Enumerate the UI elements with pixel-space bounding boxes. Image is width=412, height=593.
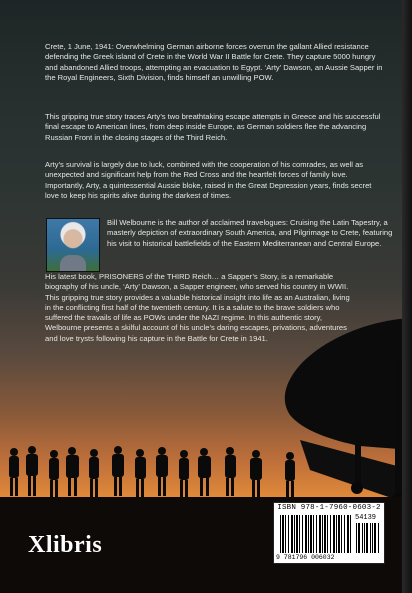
supplement-bars	[356, 523, 380, 553]
blurb-paragraph-3: Arty’s survival is largely due to luck, combined with the cooperation of his comrades, as well as unexpected and significant help from the Red Cross and the heartfelt forces of family love. Importantly, Arty, a quintessential Aussie bloke, raised in the Great Depression years, finds secret love to keep his spirits alive during the darkest of times.	[45, 160, 372, 200]
book-description: His latest book, PRISONERS of the THIRD Reich… a Sapper’s Story, is a remarkable biography of his uncle, ‘Arty’ Dawson, a Sapper engineer, who served his country in WWII. This gripping true story provides a valuable historical insight into life as an Australian, living in the conflicting first half of the twentieth century. It is a salute to the brave soldiers who suffered the travails of life as POWs under the NAZI regime. In this authentic story, Welbourne presents a skilful account of his uncle’s daring escapes, privations, adventures and love trysts following his capture in the Battle for Crete in 1941.	[45, 272, 350, 343]
isbn-label: ISBN 978-1-7960-0603-2	[277, 504, 381, 512]
ean-digits: 9 781796 006032	[276, 554, 335, 561]
barcode	[273, 502, 385, 564]
spine-edge	[402, 0, 412, 593]
blurb-paragraph-1: Crete, 1 June, 1941: Overwhelming German airborne forces overrun the gallant Allied resistance defending the Greek island of Crete in the World War II Battle for Crete. They capture 5000 hungry and abandoned Allied troops, attempting an evacuation to Egypt. ‘Arty’ Dawson, an Aussie Sapper in the Royal Engineers, Sixth Division, finds himself an unwilling POW.	[45, 42, 383, 82]
publisher-logo: Xlibris	[28, 532, 103, 558]
ean-bars	[280, 515, 352, 553]
price-code-label: 54139	[355, 514, 377, 522]
author-bio: Bill Welbourne is the author of acclaimed travelogues: Cruising the Latin Tapestry, a masterly depiction of extraordinary South America, and Pilgrimage to Crete, featuring his visit to historical battlefields of the Eastern Mediterranean and Central Europe.	[107, 218, 393, 248]
blurb-paragraph-2: This gripping true story traces Arty’s two breathtaking escape attempts in Greece and his successful final escape to American lines, from deep inside Europe, as German soldiers flee the advancing Russian Front in the closing stages of the Third Reich.	[45, 112, 381, 142]
